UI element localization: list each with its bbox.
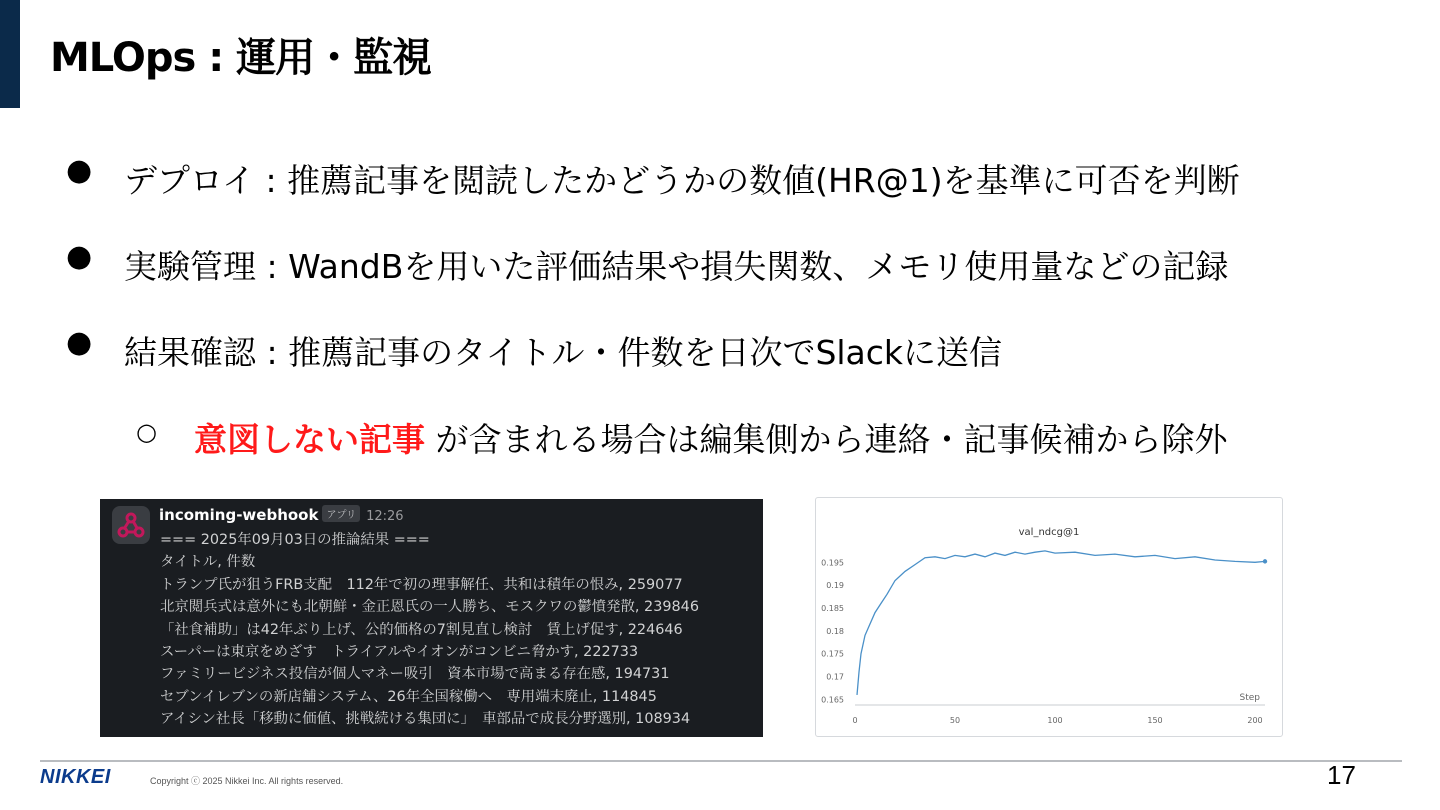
slide-title: MLOps : 運用・監視 xyxy=(50,35,432,81)
bullet-experiment xyxy=(66,239,1229,288)
message-line: 北京閲兵式は意外にも北朝鮮・金正恩氏の一人勝ち、モスクワの鬱憤発散, 239846 xyxy=(160,599,699,616)
bullet-result xyxy=(66,325,1003,374)
y-tick-label: 0.17 xyxy=(826,672,844,682)
y-tick-label: 0.175 xyxy=(821,649,844,659)
webhook-icon xyxy=(117,511,145,539)
message-line: 「社食補助」は42年ぶり上げ、公的価格の7割見直し検討 賃上げ促す, 224646 xyxy=(160,621,683,638)
bullet-dot: ● xyxy=(66,153,93,188)
bullet-text: 結果確認 : 推薦記事のタイトル・件数を日次でSlackに送信 xyxy=(124,333,1003,372)
y-tick-label: 0.18 xyxy=(826,626,844,636)
message-line: スーパーは東京をめざす トライアルやイオンがコンビニ脅かす, 222733 xyxy=(160,644,639,661)
bullet-text: デプロイ : 推薦記事を閲読したかどうかの数値(HR@1)を基準に可否を判断 xyxy=(124,161,1240,200)
message-line: トランプ氏が狙うFRB支配 112年で初の理事解任、共和は積年の恨み, 259077 xyxy=(160,576,683,593)
y-tick-label: 0.165 xyxy=(821,695,844,705)
wandb-chart-panel xyxy=(815,497,1283,737)
highlight-text: 意図しない記事 xyxy=(194,420,425,459)
bullet-dot: ● xyxy=(66,239,93,274)
bullet-text: 実験管理 : WandBを用いた評価結果や損失関数、メモリ使用量などの記録 xyxy=(124,247,1229,286)
last-point xyxy=(1263,559,1267,563)
y-tick-label: 0.195 xyxy=(821,558,844,568)
message-line: タイトル, 件数 xyxy=(160,554,256,571)
copyright-text: Copyright ⓒ 2025 Nikkei Inc. All rights reserved. xyxy=(150,776,344,786)
page-number: 17 xyxy=(1327,760,1356,790)
y-tick-label: 0.185 xyxy=(821,604,844,613)
accent-bar xyxy=(0,0,20,108)
x-tick-label: 200 xyxy=(1247,716,1263,725)
x-tick-label: 0 xyxy=(852,716,858,725)
sub-bullet-exclusion xyxy=(136,414,1228,461)
nikkei-logo: NIKKEI xyxy=(40,766,111,788)
message-time[interactable]: 12:26 xyxy=(366,509,404,524)
bullet-dot: ● xyxy=(66,325,93,360)
x-tick-label: 150 xyxy=(1147,716,1163,725)
sub-bullet-dot: ○ xyxy=(136,418,157,446)
message-line: セブンイレブンの新店舗システム、26年全国稼働へ 専用端末廃止, 114845 xyxy=(160,688,657,705)
message-header xyxy=(159,505,404,524)
line-chart xyxy=(816,498,1282,736)
message-line: === 2025年09月03日の推論結果 === xyxy=(160,532,430,548)
message-line: ファミリービジネス投信が個人マネー吸引 資本市場で高まる存在感, 194731 xyxy=(160,666,670,683)
footer-divider xyxy=(40,760,1402,762)
sub-bullet-text: が含まれる場合は編集側から連絡・記事候補から除外 xyxy=(425,420,1228,459)
app-badge: アプリ xyxy=(322,505,360,522)
bullet-deploy xyxy=(66,153,1240,202)
message-line: アイシン社長「移動に価値、挑戦続ける集団に」 車部品で成長分野選別, 108934 xyxy=(160,711,691,728)
sender-name[interactable]: incoming-webhook xyxy=(159,506,319,524)
webhook-avatar xyxy=(112,506,150,544)
slack-screenshot xyxy=(100,499,763,737)
series-line xyxy=(857,551,1265,695)
x-tick-label: 100 xyxy=(1047,716,1063,725)
chart-title: val_ndcg@1 xyxy=(1018,527,1080,538)
y-tick-label: 0.19 xyxy=(826,581,844,591)
x-tick-label: 50 xyxy=(949,716,961,725)
message-body xyxy=(160,529,699,731)
x-axis-label: Step xyxy=(1239,693,1260,703)
